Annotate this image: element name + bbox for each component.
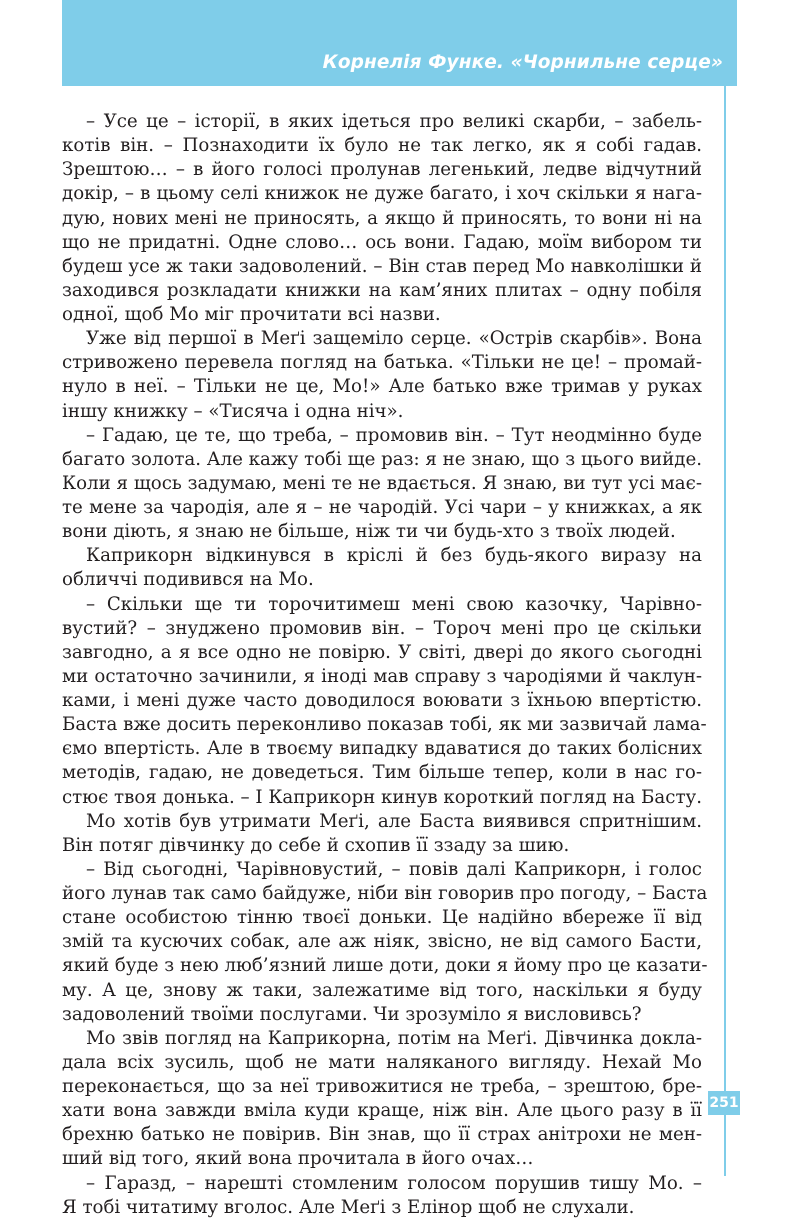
text-line: Він потяг дівчинку до себе й схопив її ззаду за шию. <box>62 834 570 856</box>
text-line: нуло в неї. – Тільки не це, Мо!» Але батько вже тримав у руках <box>62 376 702 398</box>
text-line: хати вона завжди вміла куди краще, ніж він. Але цього разу в її <box>62 1100 702 1122</box>
text-line: що не придатні. Одне слово… ось вони. Гадаю, моїм вибором ти <box>62 231 702 253</box>
text-line: ший від того, який вона прочитала в його очах… <box>62 1148 534 1170</box>
text-line: Я тобі читатиму вголос. Але Меґі з Елінор щоб не слухали. <box>62 1196 635 1218</box>
text-line: ками, і мені дуже часто доводилося воювати з їхньою впертістю. <box>62 690 702 711</box>
text-line: Каприкорн відкинувся в кріслі й без будь-якого виразу на <box>86 545 702 567</box>
text-line: ми остаточно зачинили, я іноді мав справу з чародіями й чаклун- <box>62 665 702 687</box>
text-line: – Від сьогодні, Чарівновустий, – повів далі Каприкорн, і голос <box>86 858 702 880</box>
text-line: – Скільки ще ти торочитимеш мені свою казочку, Чарівно- <box>86 593 702 615</box>
text-line: – Усе це – історії, в яких ідеться про великі скарби, – забель- <box>86 111 702 132</box>
text-line: Коли я щось задумаю, мені те не вдається. Я знаю, ви тут усі має- <box>62 472 702 494</box>
page-number: 251 <box>708 1091 740 1115</box>
text-line: – Гаразд, – нарешті стомленим голосом порушив тишу Мо. – <box>86 1172 702 1194</box>
text-line: задоволений твоїми послугами. Чи зрозуміло я висловивсь? <box>62 1003 642 1025</box>
text-line: ємо впертість. Але в твоєму випадку вдаватися до таких болісних <box>62 738 702 760</box>
text-line: змій та кусючих собак, але аж ніяк, звісно, не від самого Басти, <box>62 931 702 953</box>
text-line: му. А це, знову ж таки, залежатиме від того, наскільки я буду <box>62 979 702 1001</box>
text-line: те мене за чародія, але я – не чародій. Усі чари – у книжках, а як <box>62 497 702 518</box>
header-band <box>62 0 737 86</box>
text-line: стює твоя донька. – І Каприкорн кинув короткий погляд на Басту. <box>62 786 702 808</box>
text-line: переконається, що за неї тривожитися не треба, – зрештою, бре- <box>62 1076 702 1097</box>
text-line: стане особистою тінню твоєї доньки. Це надійно вбереже її від <box>62 907 702 929</box>
text-line: методів, гадаю, не доведеться. Тим більше тепер, коли в нас го- <box>62 762 702 784</box>
text-line: докір, – в цьому селі книжок не дуже багато, і хоч скільки я нага- <box>62 183 702 205</box>
text-line: вустий? – знуджено промовив він. – Тороч мені про це скільки <box>62 617 702 639</box>
text-line: – Гадаю, це те, що треба, – промовив він. – Тут неодмінно буде <box>86 424 702 446</box>
text-line: вони діють, я знаю не більше, ніж ти чи будь-хто з твоїх людей. <box>62 521 676 543</box>
running-header-title: Корнелія Функе. «Чорнильне серце» <box>322 52 723 73</box>
text-line: завгодно, а я все одно не повірю. У світі, двері до якого сьогодні <box>62 641 702 663</box>
text-line: Уже від першої в Меґі защеміло серце. «Острів скарбів». Вона <box>86 328 702 350</box>
text-line: дую, нових мені не приносять, а якщо й приносять, то вони ні на <box>62 207 702 229</box>
text-line: одної, щоб Мо міг прочитати всі назви. <box>62 304 441 325</box>
body-text <box>62 110 708 1220</box>
text-line: Баста вже досить переконливо показав тобі, як ми зазвичай лама- <box>62 714 707 736</box>
text-line: Мо хотів був утримати Меґі, але Баста виявився спритнішим. <box>86 810 702 832</box>
text-line: багато золота. Але кажу тобі ще раз: я не знаю, що з цього вийде. <box>62 448 702 470</box>
text-line: іншу книжку – «Тисяча і одна ніч». <box>62 400 404 422</box>
text-line: заходився розкладати книжки на кам’яних плитах – одну побіля <box>62 279 702 301</box>
text-line: обличчі подивився на Мо. <box>62 569 314 591</box>
text-line: який буде з нею люб’язний лише доти, доки я йому про це казати- <box>62 955 708 977</box>
text-line: його лунав так само байдуже, ніби він говорив про погоду, – Баста <box>62 883 708 904</box>
text-line: котів він. – Познаходити їх було не так легко, як я собі гадав. <box>62 135 702 157</box>
text-line: стривожено перевела погляд на батька. «Тільки не це! – промай- <box>62 352 702 374</box>
text-line: Зрештою… – в його голосі пролунав легенький, ледве відчутний <box>62 159 702 181</box>
side-rule <box>724 86 726 1176</box>
text-line: дала всіх зусиль, щоб не мати наляканого вигляду. Нехай Мо <box>62 1051 702 1073</box>
text-line: будеш усе ж таки задоволений. – Він став перед Мо навколішки й <box>62 255 702 277</box>
text-line: Мо звів погляд на Каприкорна, потім на Меґі. Дівчинка докла- <box>86 1027 702 1049</box>
text-line: брехню батько не повірив. Він знав, що її страх анітрохи не мен- <box>62 1124 702 1146</box>
